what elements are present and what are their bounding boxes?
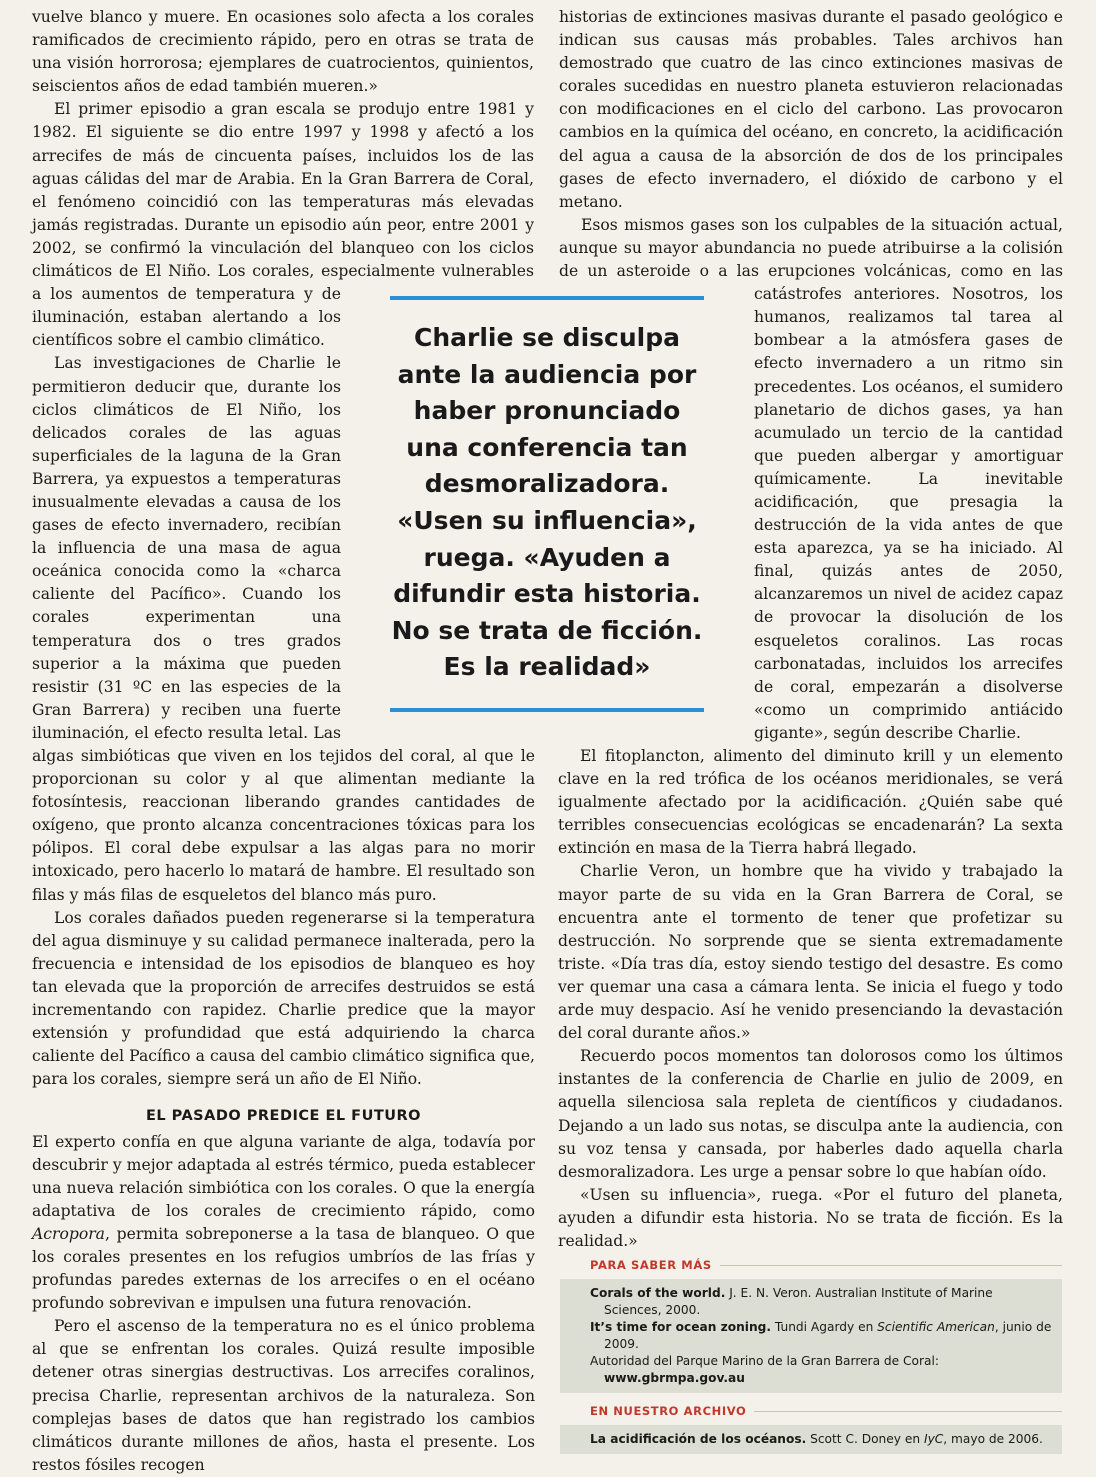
italic-species: Acropora — [32, 1224, 105, 1243]
paragraph: Los corales dañados pueden regenerarse si la temperatura del agua disminuye y su calidad permanece inalterada, pero la frecuencia e intensidad de los episodios de blanqueo es hoy tan elevada que la proporción de arrecifes destruidos se está incrementando con rapidez. Charlie predice que la mayor extensión y profundidad que está adquiriendo la charca caliente del Pacífico a causa del cambio climático significa que, para los corales, siempre será un año de El Niño. — [32, 908, 535, 1089]
reference-item: Autoridad del Parque Marino de la Gran Barrera de Coral: www.gbrmpa.gov.au — [590, 1354, 939, 1385]
reference-item: La acidificación de los océanos. Scott C. Doney en IyC, mayo de 2006. — [590, 1432, 1043, 1446]
heading-rule — [720, 1265, 1062, 1266]
paragraph: Recuerdo pocos momentos tan dolorosos como los últimos instantes de la conferencia de Charlie en julio de 2009, en aquella silenciosa sala repleta de científicos y ciudadanos. Dejando a un lado sus notas, se disculpa ante la audiencia, con su voz tensa y cansada, por haberles dado aquella charla desmoralizadora. Les urge a pensar sobre lo que habían oído. — [558, 1047, 1063, 1181]
references-list — [560, 1279, 1062, 1393]
pull-quote: Charlie se disculpa ante la audiencia por haber pronunciado una conferencia tan desmoralizadora. «Usen su influencia», ruega. «Ayuden a difundir esta historia. No se trata de ficción. Es la realidad» — [390, 296, 704, 712]
section-heading: EL PASADO PREDICE EL FUTURO — [145, 1108, 422, 1125]
references-box — [560, 1253, 1062, 1454]
reference-link[interactable]: www.gbrmpa.gov.au — [604, 1371, 745, 1385]
references-heading: PARA SABER MÁS — [560, 1253, 1062, 1279]
paragraph: Esos mismos gases son los culpables de la situación actual, aunque su mayor abundancia no puede atribuirse a la colisión de un asteroide o a las erupciones volcánicas, como en las catástrofes anteriores. Nosotros, los humanos, realizamos tal tarea al bombear a la atmósfera gases de efecto invernadero a un ritmo sin precedentes. Los océanos, el sumidero planetario de dichos gases, ya han acumulado un tercio de la cantidad que pueden albergar y amortiguar químicamente. La inevitable acidificación, que presagia la destrucción de la vida antes de que esta aparezca, ya se ha iniciado. Al final, quizás antes de 2050, alcanzaremos un nivel de acidez capaz de provocar la disolución de los esqueletos coralinos. Las rocas carbonatadas, incluidos los arrecifes de coral, empezarán a disolverse «como un comprimido antiácido gigante», según describe Charlie. — [559, 215, 1063, 742]
paragraph: El primer episodio a gran escala se produjo entre 1981 y 1982. El siguiente se dio entre 1997 y 1998 y afectó a los arrecifes de más de cincuenta países, incluidos los de las aguas cálidas del mar de Arabia. En la Gran Barrera de Coral, el fenómeno coincidió con las temperaturas más elevadas jamás registradas. Durante un episodio aún peor, entre 2001 y 2002, se confirmó la vinculación del blanqueo con los ciclos climáticos de El Niño. Los corales, especialmente vulnerables a los aumentos de temperatura y de iluminación, estaban alertando a los científicos sobre el cambio climático. — [32, 100, 534, 350]
left-article-column — [32, 6, 535, 1477]
paragraph: Charlie Veron, un hombre que ha vivido y trabajado la mayor parte de su vida en la Gran Barrera de Coral, se encuentra ante el tormento de tener que profetizar su destrucción. No sorprende que se sienta extremadamente triste. «Día tras día, estoy siendo testigo del desastre. Es como ver quemar una casa a cámara lenta. Se inicia el fuego y todo arde muy despacio. Así he venido presenciando la devastación del coral durante años.» — [558, 862, 1063, 1043]
reference-item: Corals of the world. J. E. N. Veron. Australian Institute of Marine Sciences, 2000. — [590, 1286, 993, 1317]
paragraph: vuelve blanco y muere. En ocasiones solo afecta a los corales ramificados de crecimiento rápido, pero en otras se trata de una visión horrorosa; ejemplares de cuatrocientos, quinientos, seiscientos años de edad también mueren.» — [32, 8, 534, 96]
paragraph: Las investigaciones de Charlie le permitieron deducir que, durante los ciclos climáticos de El Niño, los delicados corales de las aguas superficiales de la laguna de la Gran Barrera, ya expuestos a temperaturas inusualmente elevadas a causa de los gases de efecto invernadero, recibían la influencia de una masa de agua oceánica conocida como la «charca caliente del Pacífico». Cuando los corales experimentan una temperatura dos o tres grados superior a la máxima que pueden resistir (31 ºC en las especies de la Gran Barrera) y reciben una fuerte iluminación, el efecto resulta letal. Las algas simbióticas que viven en los tejidos del coral, al que le proporcionan su color y al que alimentan mediante la fotosíntesis, reaccionan liberando grandes cantidades de oxígeno, que pronto alcanza concentraciones tóxicas para los pólipos. El coral debe expulsar a las algas para no morir intoxicado, pero hacerlo lo matará de hambre. El resultado son filas y más filas de esqueletos del blanco más puro. — [32, 354, 535, 904]
archive-heading: EN NUESTRO ARCHIVO — [560, 1399, 1062, 1425]
reference-item: It’s time for ocean zoning. Tundi Agardy en Scientific American, junio de 2009. — [590, 1320, 1052, 1351]
heading-rule — [754, 1411, 1062, 1412]
paragraph: Pero el ascenso de la temperatura no es el único problema al que se enfrentan los corales. Quizá resulte imposible detener otras sinergias destructivas. Los arrecifes coralinos, precisa Charlie, representan archivos de la naturaleza. Son complejas bases de datos que han registrado los cambios climáticos durante millones de años, hasta el presente. Los restos fósiles recogen — [32, 1317, 535, 1474]
paragraph: historias de extinciones masivas durante el pasado geológico e indican sus causas más probables. Tales archivos han demostrado que cuatro de las cinco extinciones masivas de corales sucedidas en nuestro planeta estuvieron relacionadas con modificaciones en el ciclo del carbono. Las provocaron cambios en la química del océano, en concreto, la acidificación del agua a causa de la absorción de dos de los principales gases de efecto invernadero, el dióxido de carbono y el metano. — [559, 8, 1063, 211]
paragraph: «Usen su influencia», ruega. «Por el futuro del planeta, ayuden a difundir esta historia. No se trata de ficción. Es la realidad.» — [558, 1185, 1063, 1250]
paragraph: El fitoplancton, alimento del diminuto krill y un elemento clave en la red trófica de los océanos meridionales, se verá igualmente afectado por la acidificación. ¿Quién sabe qué terribles consecuencias ecológicas se encadenarán? La sexta extinción en masa de la Tierra habrá llegado. — [558, 747, 1063, 858]
paragraph: El experto confía en que alguna variante de alga, todavía por descubrir y mejor adaptada al estrés térmico, pueda establecer una nueva relación simbiótica con los corales. O que la energía adaptativa de los corales de crecimiento rápido, como Acropora, permita sobreponerse a la tasa de blanqueo. O que los corales presentes en los refugios umbríos de las frías y profundas paredes externas de los arrecifes o en el océano profundo sobrevivan e impulsen una futura renovación. — [32, 1132, 535, 1313]
pullquote-gap-top — [534, 6, 535, 288]
archive-list — [560, 1425, 1062, 1454]
